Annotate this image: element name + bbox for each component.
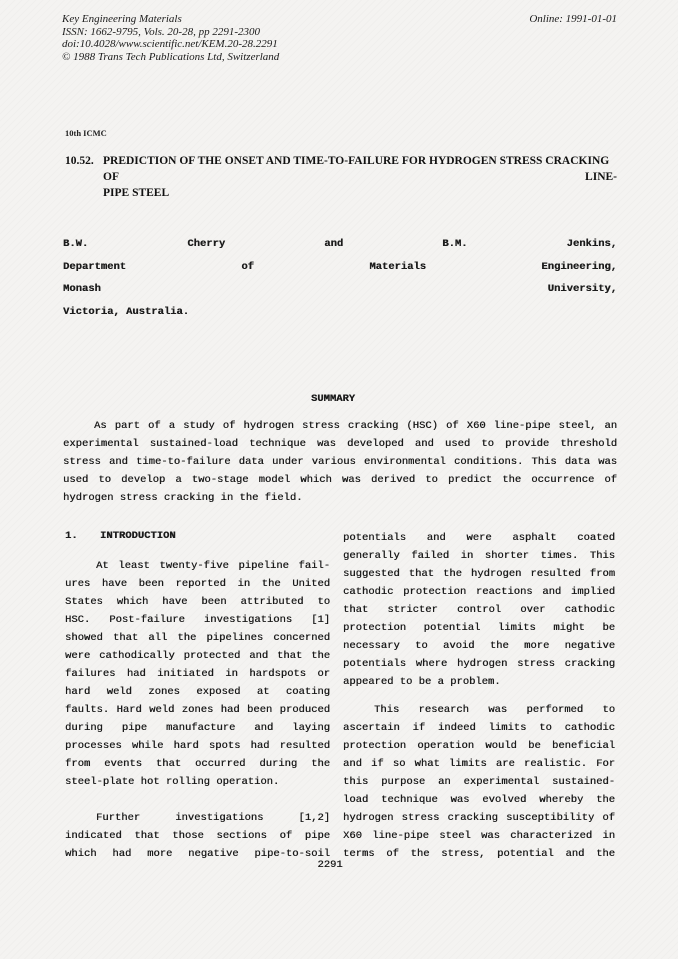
conference-label: 10th ICMC <box>65 128 107 138</box>
text-line: Victoria, Australia. <box>63 305 190 318</box>
text-line: generally failed in shorter times. This <box>343 550 615 562</box>
intro-section-number: 1. <box>65 530 78 542</box>
text-line: that stricter control over cathodic <box>343 604 615 616</box>
text-line: stress and time-to-failure data under various environmental conditions. This data was <box>63 456 617 468</box>
text-line: this purpose an experimental sustained- <box>343 776 615 788</box>
paper-title <box>103 153 617 201</box>
text-line: B.W. Cherry and B.M. Jenkins, <box>63 238 617 250</box>
copyright-line: © 1988 Trans Tech Publications Ltd, Switzerland <box>62 50 280 63</box>
journal-header <box>62 13 279 63</box>
text-line: This research was performed to <box>374 704 615 716</box>
text-line: potentials where hydrogen stress cracking <box>343 658 615 670</box>
author-block <box>63 233 617 323</box>
paper-title-number: 10.52. <box>65 155 94 167</box>
text-line: were cathodically protected and that the <box>65 650 330 662</box>
doi-line: doi:10.4028/www.scientific.net/KEM.20-28.2291 <box>62 38 278 50</box>
intro-heading-row <box>65 527 330 545</box>
text-line: faults. Hard weld zones had been produced <box>65 704 330 716</box>
page-number: 2291 <box>317 859 343 871</box>
text-line: Monash University, <box>63 283 617 295</box>
left-column <box>65 527 330 863</box>
paper-title-row <box>65 153 617 201</box>
intro-right-para2 <box>343 701 615 863</box>
text-line: Department of Materials Engineering, <box>63 260 617 273</box>
text-line: potentials and were asphalt coated <box>343 532 615 544</box>
text-line: At least twenty-five pipeline fail- <box>96 560 330 572</box>
text-line: suggested that the hydrogen resulted from <box>343 568 615 580</box>
text-line: which had more negative pipe-to-soil <box>65 848 330 860</box>
text-line: hydrogen stress cracking in the field. <box>63 492 303 504</box>
issn-line: ISSN: 1662-9795, Vols. 20-28, pp 2291-2300 <box>62 25 260 38</box>
text-line: steel-plate hot rolling operation. <box>65 776 280 788</box>
text-line: used to develop a two-stage model which was derived to predict the occurrence of <box>63 474 617 486</box>
text-line: PIPE STEEL <box>103 187 170 199</box>
journal-name: Key Engineering Materials <box>62 13 182 25</box>
text-line: As part of a study of hydrogen stress cracking (HSC) of X60 line-pipe steel, an <box>94 420 617 432</box>
text-line: during pipe manufacture and laying <box>65 722 330 734</box>
text-line: protection operation would be beneficial <box>343 740 615 752</box>
intro-left-para1 <box>65 557 330 791</box>
text-line: and if so what limits are realistic. For <box>343 758 615 770</box>
text-line: ures have been reported in the United <box>65 578 330 590</box>
text-line: PREDICTION OF THE ONSET AND TIME-TO-FAILURE FOR HYDROGEN STRESS CRACKING OF LINE- <box>103 155 617 183</box>
text-line: necessary to avoid the more negative <box>343 640 615 652</box>
text-line: hard weld zones exposed at coating <box>65 686 330 698</box>
text-line: from events that occurred during the <box>65 758 330 770</box>
text-line: showed that all the pipelines concerned <box>65 632 330 644</box>
text-line: appeared to be a problem. <box>343 676 501 688</box>
text-line: ascertain if indeed limits to cathodic <box>343 722 615 734</box>
text-line: terms of the stress, potential and the <box>343 848 615 860</box>
text-line: load technique was evolved whereby the <box>343 794 615 806</box>
text-line: hydrogen stress cracking susceptibility of <box>343 812 615 824</box>
text-line: failures had initiated in hardspots or <box>65 668 330 680</box>
text-line: protection potential limits might be <box>343 622 615 634</box>
intro-right-para1 <box>343 529 615 691</box>
summary-paragraph <box>63 417 617 507</box>
text-line: indicated that those sections of pipe <box>65 830 330 842</box>
intro-left-para2 <box>65 809 330 863</box>
text-line: processes while hard spots had resulted <box>65 740 330 752</box>
intro-heading: INTRODUCTION <box>100 530 176 542</box>
summary-heading: SUMMARY <box>310 393 356 405</box>
text-line: Further investigations [1,2] <box>96 812 330 824</box>
text-line: cathodic protection reactions and implied <box>343 586 615 598</box>
online-date: Online: 1991-01-01 <box>529 13 617 25</box>
text-line: X60 line-pipe steel was characterized in <box>343 830 615 842</box>
text-line: HSC. Post-failure investigations [1] <box>65 614 330 626</box>
text-line: States which have been attributed to <box>65 596 330 608</box>
text-line: experimental sustained-load technique was developed and used to provide threshold <box>63 438 617 450</box>
right-column <box>343 529 615 863</box>
